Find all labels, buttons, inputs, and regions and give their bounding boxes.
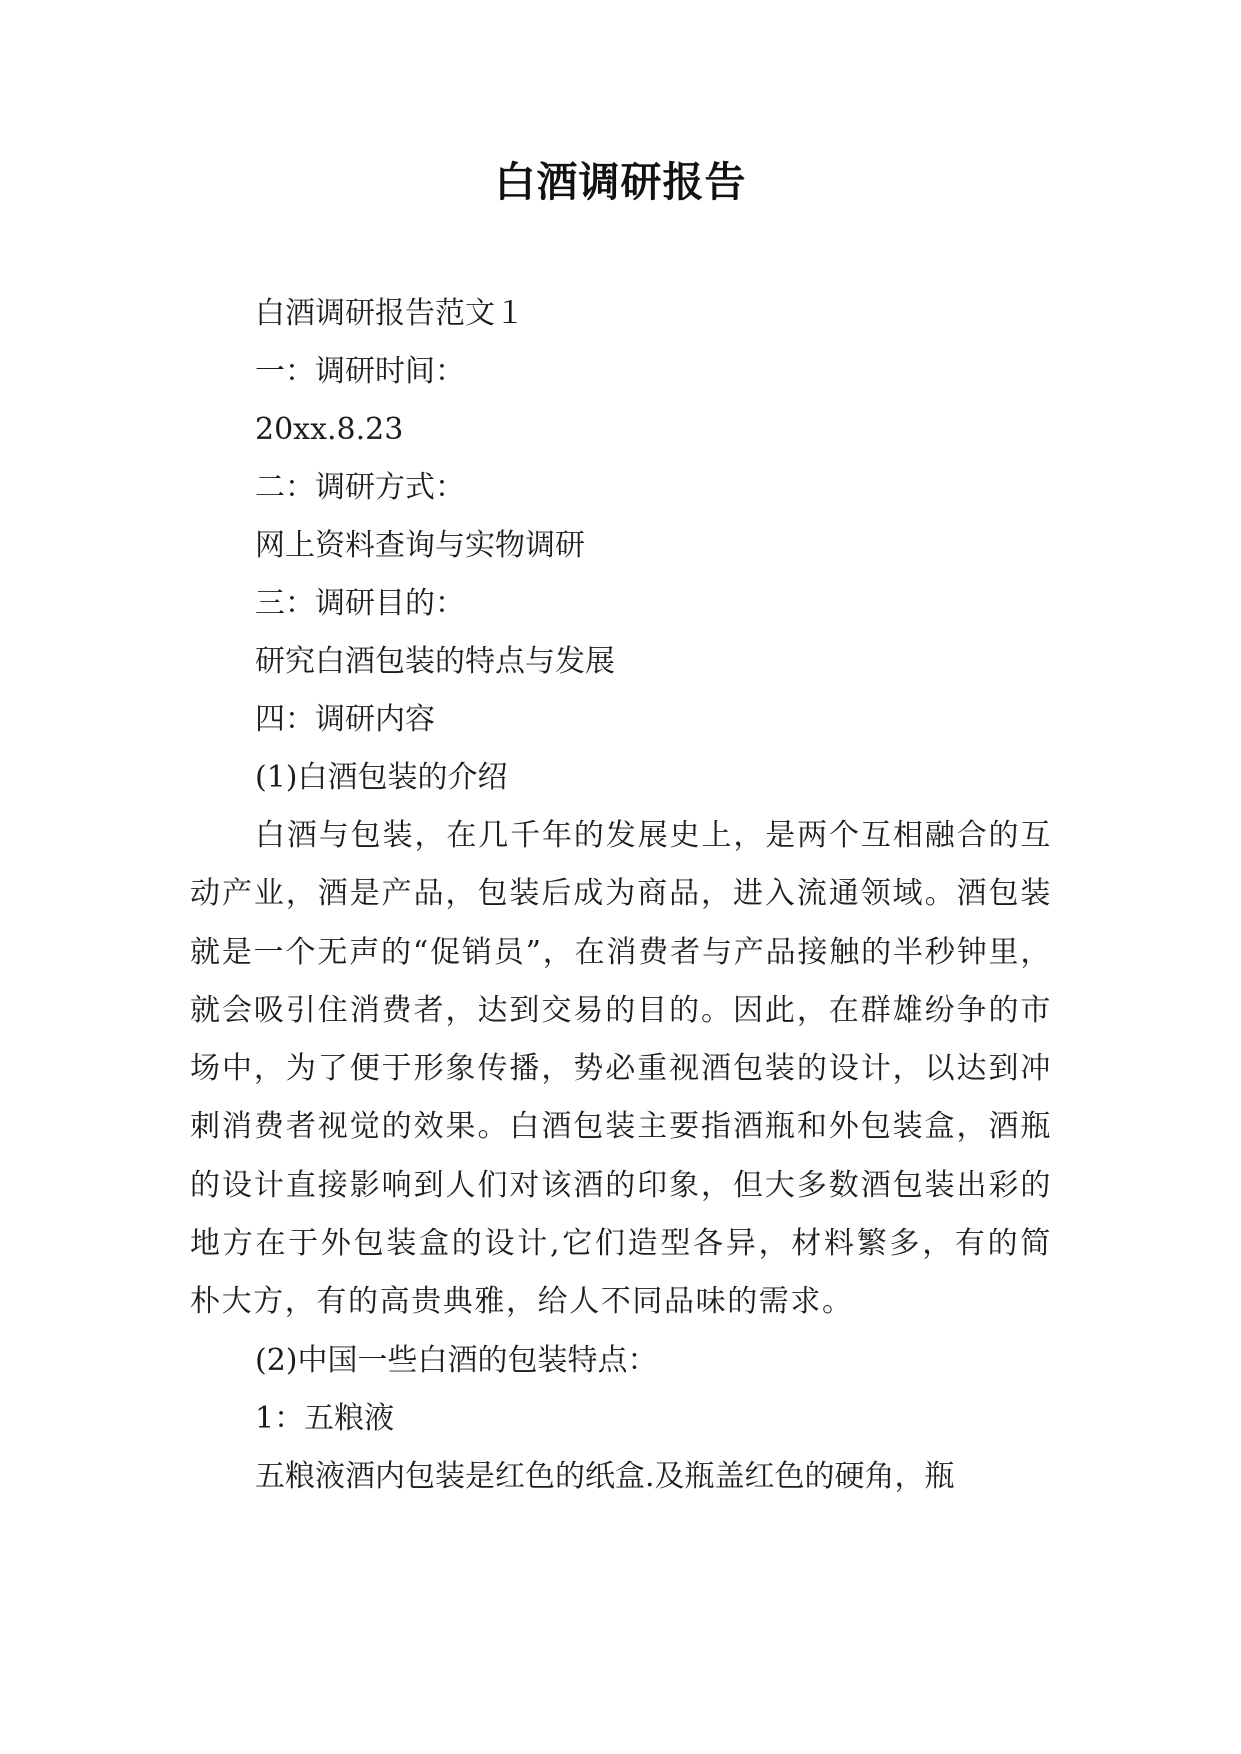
item-heading-wuliangye: 1：五粮液 <box>255 1400 395 1436</box>
document-body <box>190 285 1052 1506</box>
survey-purpose: 研究白酒包装的特点与发展 <box>255 644 615 679</box>
subtitle-line: 白酒调研报告范文１ <box>255 296 525 331</box>
intro-paragraph: 白酒与包装，在几千年的发展史上，是两个互相融合的互动产业，酒是产品，包装后成为商品，进入流通领域。酒包装就是一个无声的“促销员”，在消费者与产品接触的半秒钟里，就会吸引住消费者，达到交易的目的。因此，在群雄纷争的市场中，为了便于形象传播，势必重视酒包装的设计，以达到冲刺消费者视觉的效果。白酒包装主要指酒瓶和外包装盒，酒瓶的设计直接影响到人们对该酒的印象，但大多数酒包装出彩的地方在于外包装盒的设计,它们造型各异，材料繁多，有的简朴大方，有的高贵典雅，给人不同品味的需求。 <box>190 818 1052 1320</box>
survey-date: 20xx.8.23 <box>255 412 404 447</box>
section-heading-method: 二：调研方式： <box>255 470 465 505</box>
item-text-wuliangye: 五粮液酒内包装是红色的纸盒.及瓶盖红色的硬角，瓶 <box>255 1458 955 1494</box>
survey-method: 网上资料查询与实物调研 <box>255 528 585 563</box>
document-title: 白酒调研报告 <box>494 158 747 206</box>
section-heading-purpose: 三：调研目的： <box>255 586 465 621</box>
section-heading-time: 一：调研时间： <box>255 354 465 389</box>
subsection-heading-features: (2)中国一些白酒的包装特点： <box>255 1342 658 1378</box>
section-heading-content: 四：调研内容 <box>255 702 435 737</box>
subsection-heading-intro: (1)白酒包装的介绍 <box>255 760 508 795</box>
